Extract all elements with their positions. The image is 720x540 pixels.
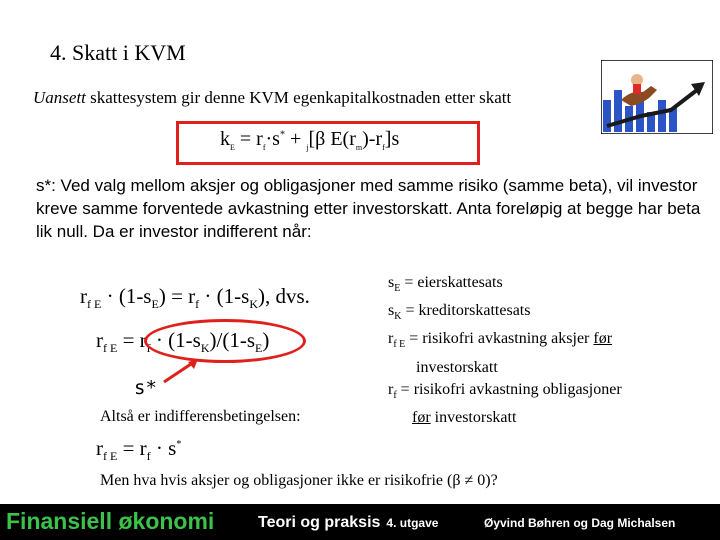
explanation-paragraph: s*: Ved valg mellom aksjer og obligasjoner med samme risiko (samme beta), vil investor kreve samme forventede avkastning etter investorskatt. Anta foreløpig at begge har beta lik null. Da er investor indifferent når: <box>36 176 701 241</box>
slide-subtitle <box>33 88 511 108</box>
footer-edition: 4. utgave <box>386 516 439 530</box>
definition-item: $s_E$ = eierskattesats <box>388 274 503 295</box>
definition-item: $s_K$ = kreditorskattesats <box>388 302 531 323</box>
subtitle-emphasis: Uansett <box>33 88 86 107</box>
definition-item: $r_{f E}$ = risikofri avkastning aksjer før <box>388 330 613 351</box>
equation-indifference-1: $r_{f E} \cdot (1-s_E) = r_f \cdot (1-s_K)$, dvs. <box>80 284 310 312</box>
footer-brand: Finansiell økonomi <box>6 508 215 534</box>
subtitle-rest: skattesystem gir denne KVM egenkapitalkostnaden etter skatt <box>85 88 512 107</box>
slide-title: 4. Skatt i KVM <box>50 40 186 65</box>
equation-indifference-condition: $r_{f E} = r_f \cdot s^*$ <box>96 436 182 464</box>
definition-item: investorskatt <box>388 358 498 376</box>
definition-item: $r_f$ = risikofri avkastning obligasjoner <box>388 380 622 401</box>
kvm-after-tax-formula: $k_E = r_f\cdot s^* + _j[\beta$ $E(r_m)-r_f]s$ <box>220 128 400 152</box>
s-star-label: s* <box>134 377 157 399</box>
horse-jockey-chart-logo-icon <box>601 60 713 134</box>
arrow-icon <box>160 356 202 386</box>
indifference-label: Altså er indifferensbetingelsen: <box>100 408 301 425</box>
equation-indifference-2: $r_{f E} = r_f \cdot (1-s_K)/(1-s_E)$ <box>96 328 270 356</box>
footer-authors: Øyvind Bøhren og Dag Michalsen <box>484 516 676 530</box>
definition-item: før investorskatt <box>412 408 517 426</box>
closing-question: Men hva hvis aksjer og obligasjoner ikke er risikofrie (β ≠ 0)? <box>100 472 498 489</box>
definitions-list <box>388 272 708 429</box>
footer-subtitle: Teori og praksis 4. utgave <box>258 514 439 531</box>
